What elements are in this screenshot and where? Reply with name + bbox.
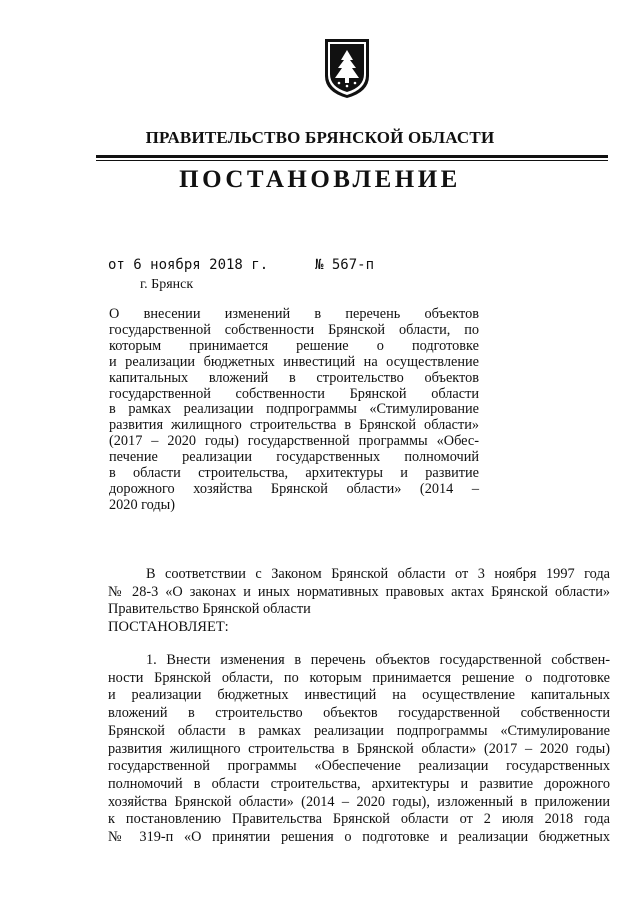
- document-type-title: ПОСТАНОВЛЕНИЕ: [179, 166, 461, 193]
- document-city: г. Брянск: [140, 277, 194, 292]
- header-rule-thick: [96, 155, 608, 158]
- organization-title: ПРАВИТЕЛЬСТВО БРЯНСКОЙ ОБЛАСТИ: [145, 128, 495, 147]
- subject-line: капитальных вложений в строительство объектов: [109, 369, 479, 386]
- paragraph-1: [108, 652, 610, 847]
- subject-block: [109, 307, 479, 514]
- paragraph-line: 1. Внести изменения в перечень объектов государственной собствен-: [146, 652, 610, 668]
- subject-line: развития жилищного строительства в Брянской области»: [109, 417, 479, 434]
- subject-line: в области строительства, архитектуры и развитие: [109, 465, 479, 482]
- preamble-line: Правительство Брянской области: [108, 601, 311, 617]
- header-rule-thin: [96, 160, 608, 161]
- paragraph-line: и реализации бюджетных инвестиций на осуществление капитальных: [108, 687, 610, 704]
- preamble-block: [108, 566, 610, 636]
- paragraph-line: к постановлению Правительства Брянской области от 2 июля 2018 года: [108, 811, 610, 828]
- preamble-line: В соответствии с Законом Брянской области от 3 ноября 1997 года: [146, 566, 610, 582]
- subject-line: 2020 годы): [109, 496, 176, 513]
- resolution-keyword: ПОСТАНОВЛЯЕТ:: [108, 618, 229, 635]
- paragraph-line: государственной программы «Обеспечение реализации государственных: [108, 758, 610, 775]
- paragraph-line: № 319-п «О принятии решения о подготовке и реализации бюджетных: [108, 829, 610, 846]
- preamble-line: № 28-3 «О законах и иных нормативных правовых актах Брянской области»: [108, 583, 610, 600]
- subject-line: и реализации бюджетных инвестиций на осуществление: [109, 353, 479, 370]
- subject-line: в рамках реализации подпрограммы «Стимулирование: [109, 401, 479, 418]
- coat-of-arms-icon: [322, 36, 372, 100]
- paragraph-line: развития жилищного строительства в Брянской области» (2017 – 2020 годы): [108, 740, 610, 757]
- paragraph-line: ности Брянской области, по которым принимается решение о подготовке: [108, 669, 610, 686]
- subject-line: (2017 – 2020 годы) государственной программы «Обес-: [109, 433, 479, 450]
- subject-line: которым принимается решение о подготовке: [109, 337, 479, 354]
- subject-line: государственной собственности Брянской области: [109, 385, 479, 402]
- document-date: от 6 ноября 2018 г.: [108, 257, 269, 273]
- subject-line: дорожного хозяйства Брянской области» (2014 –: [109, 480, 479, 497]
- subject-line: государственной собственности Брянской области, по: [109, 321, 479, 338]
- subject-line: печение реализации государственных полномочий: [109, 449, 479, 466]
- paragraph-line: полномочий в области строительства, архитектуры и развитие дорожного: [108, 775, 610, 792]
- paragraph-line: хозяйства Брянской области» (2014 – 2020 годы), изложенный в приложении: [108, 793, 610, 810]
- paragraph-line: вложений в строительство объектов государственной собственности: [108, 705, 610, 722]
- subject-line: О внесении изменений в перечень объектов: [109, 306, 479, 322]
- document-number: № 567-п: [315, 257, 375, 273]
- paragraph-line: Брянской области в рамках реализации подпрограммы «Стимулирование: [108, 722, 610, 739]
- date-number-line: [108, 257, 588, 277]
